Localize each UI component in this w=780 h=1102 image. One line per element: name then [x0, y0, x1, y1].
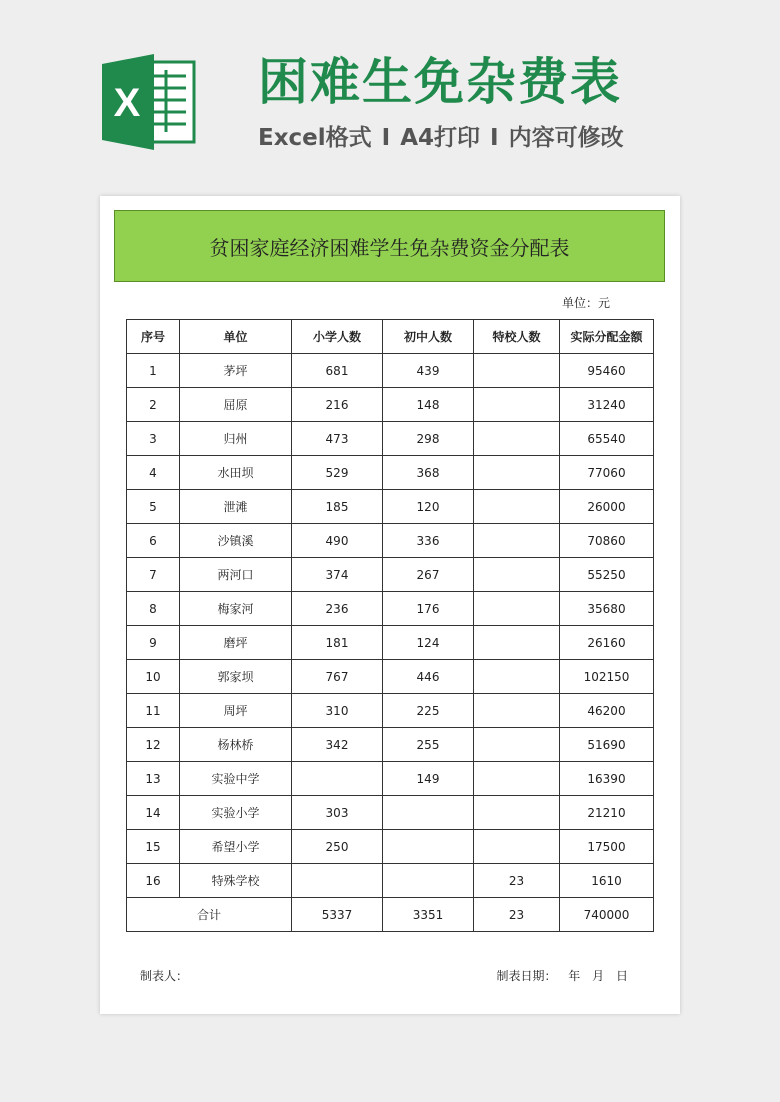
cell-unit: 屈原 — [180, 388, 292, 422]
total-middle: 3351 — [383, 898, 474, 932]
cell-unit: 归州 — [180, 422, 292, 456]
subtitle-print: A4打印 — [400, 125, 481, 151]
table-row — [127, 796, 654, 830]
date-label: 制表日期： — [496, 969, 557, 983]
subtitle-format: Excel格式 — [258, 125, 372, 151]
date-year: 年 — [568, 969, 581, 983]
cell-index: 12 — [127, 728, 180, 762]
total-label: 合计 — [127, 898, 292, 932]
cell-unit: 实验中学 — [180, 762, 292, 796]
cell-unit: 沙镇溪 — [180, 524, 292, 558]
cell-index: 15 — [127, 830, 180, 864]
total-special: 23 — [474, 898, 560, 932]
cell-special-count — [474, 490, 560, 524]
cell-index: 2 — [127, 388, 180, 422]
cell-unit: 希望小学 — [180, 830, 292, 864]
cell-amount: 31240 — [560, 388, 654, 422]
cell-amount: 95460 — [560, 354, 654, 388]
total-row — [127, 898, 654, 932]
cell-middle-count — [383, 796, 474, 830]
cell-special-count — [474, 456, 560, 490]
cell-primary-count: 310 — [292, 694, 383, 728]
cell-middle-count — [383, 864, 474, 898]
cell-primary-count: 490 — [292, 524, 383, 558]
cell-amount: 26160 — [560, 626, 654, 660]
table-row — [127, 626, 654, 660]
cell-index: 9 — [127, 626, 180, 660]
document-sheet — [100, 196, 680, 1014]
cell-primary-count: 767 — [292, 660, 383, 694]
cell-middle-count: 255 — [383, 728, 474, 762]
cell-middle-count: 149 — [383, 762, 474, 796]
table-row — [127, 830, 654, 864]
column-header: 小学人数 — [292, 320, 383, 354]
cell-amount: 21210 — [560, 796, 654, 830]
cell-amount: 26000 — [560, 490, 654, 524]
cell-primary-count: 250 — [292, 830, 383, 864]
table-row — [127, 490, 654, 524]
table-header-row — [127, 320, 654, 354]
cell-middle-count: 124 — [383, 626, 474, 660]
cell-amount: 46200 — [560, 694, 654, 728]
date-line — [488, 967, 628, 984]
cell-unit: 特殊学校 — [180, 864, 292, 898]
cell-special-count — [474, 422, 560, 456]
table-row — [127, 456, 654, 490]
cell-primary-count: 216 — [292, 388, 383, 422]
cell-unit: 两河口 — [180, 558, 292, 592]
table-row — [127, 558, 654, 592]
document-title: 贫困家庭经济困难学生免杂费资金分配表 — [114, 210, 665, 282]
table-body — [127, 354, 654, 898]
cell-primary-count — [292, 762, 383, 796]
table-row — [127, 354, 654, 388]
allocation-table — [126, 319, 654, 932]
cell-middle-count: 439 — [383, 354, 474, 388]
cell-amount: 16390 — [560, 762, 654, 796]
column-header: 单位 — [180, 320, 292, 354]
table-row — [127, 592, 654, 626]
cell-unit: 梅家河 — [180, 592, 292, 626]
cell-special-count — [474, 796, 560, 830]
cell-primary-count: 185 — [292, 490, 383, 524]
cell-special-count — [474, 388, 560, 422]
table-row — [127, 660, 654, 694]
cell-middle-count: 176 — [383, 592, 474, 626]
cell-special-count — [474, 354, 560, 388]
subtitle-separator: I — [381, 125, 391, 151]
cell-middle-count: 148 — [383, 388, 474, 422]
cell-middle-count: 298 — [383, 422, 474, 456]
table-row — [127, 864, 654, 898]
cell-index: 5 — [127, 490, 180, 524]
total-amount: 740000 — [560, 898, 654, 932]
cell-index: 6 — [127, 524, 180, 558]
maker-label: 制表人： — [140, 969, 189, 983]
cell-special-count — [474, 524, 560, 558]
cell-amount: 77060 — [560, 456, 654, 490]
excel-icon-letter: X — [113, 81, 141, 125]
cell-primary-count: 303 — [292, 796, 383, 830]
table-row — [127, 388, 654, 422]
cell-primary-count: 529 — [292, 456, 383, 490]
cell-index: 10 — [127, 660, 180, 694]
column-header: 实际分配金额 — [560, 320, 654, 354]
cell-amount: 1610 — [560, 864, 654, 898]
cell-unit: 磨坪 — [180, 626, 292, 660]
table-row — [127, 762, 654, 796]
cell-special-count — [474, 592, 560, 626]
promo-header — [0, 0, 780, 190]
cell-primary-count: 342 — [292, 728, 383, 762]
cell-primary-count: 473 — [292, 422, 383, 456]
unit-label: 单位：元 — [561, 296, 610, 310]
cell-unit: 郭家坝 — [180, 660, 292, 694]
cell-unit: 泄滩 — [180, 490, 292, 524]
cell-middle-count — [383, 830, 474, 864]
cell-amount: 51690 — [560, 728, 654, 762]
cell-middle-count: 225 — [383, 694, 474, 728]
cell-index: 14 — [127, 796, 180, 830]
cell-unit: 水田坝 — [180, 456, 292, 490]
cell-special-count — [474, 694, 560, 728]
cell-primary-count: 374 — [292, 558, 383, 592]
cell-unit: 实验小学 — [180, 796, 292, 830]
cell-index: 3 — [127, 422, 180, 456]
cell-special-count — [474, 830, 560, 864]
cell-index: 7 — [127, 558, 180, 592]
cell-index: 4 — [127, 456, 180, 490]
cell-special-count — [474, 660, 560, 694]
cell-amount: 65540 — [560, 422, 654, 456]
cell-primary-count: 681 — [292, 354, 383, 388]
table-row — [127, 422, 654, 456]
cell-special-count — [474, 728, 560, 762]
page-subtitle — [258, 122, 678, 154]
cell-index: 1 — [127, 354, 180, 388]
cell-index: 11 — [127, 694, 180, 728]
subtitle-separator: I — [490, 125, 499, 151]
cell-amount: 35680 — [560, 592, 654, 626]
cell-unit: 杨林桥 — [180, 728, 292, 762]
cell-middle-count: 267 — [383, 558, 474, 592]
date-day: 日 — [615, 969, 628, 983]
column-header: 特校人数 — [474, 320, 560, 354]
page-title: 困难生免杂费表 — [258, 53, 622, 111]
date-month: 月 — [592, 969, 605, 983]
cell-index: 13 — [127, 762, 180, 796]
cell-index: 16 — [127, 864, 180, 898]
table-row — [127, 524, 654, 558]
cell-amount: 17500 — [560, 830, 654, 864]
cell-unit: 周坪 — [180, 694, 292, 728]
cell-amount: 55250 — [560, 558, 654, 592]
cell-special-count — [474, 626, 560, 660]
cell-amount: 102150 — [560, 660, 654, 694]
cell-special-count: 23 — [474, 864, 560, 898]
excel-icon — [100, 52, 196, 152]
cell-amount: 70860 — [560, 524, 654, 558]
table-row — [127, 694, 654, 728]
subtitle-editable: 内容可修改 — [508, 125, 624, 151]
cell-primary-count — [292, 864, 383, 898]
total-primary: 5337 — [292, 898, 383, 932]
column-header: 序号 — [127, 320, 180, 354]
cell-special-count — [474, 762, 560, 796]
cell-middle-count: 446 — [383, 660, 474, 694]
cell-special-count — [474, 558, 560, 592]
cell-primary-count: 181 — [292, 626, 383, 660]
cell-middle-count: 336 — [383, 524, 474, 558]
cell-middle-count: 368 — [383, 456, 474, 490]
cell-unit: 茅坪 — [180, 354, 292, 388]
cell-primary-count: 236 — [292, 592, 383, 626]
cell-middle-count: 120 — [383, 490, 474, 524]
table-row — [127, 728, 654, 762]
cell-index: 8 — [127, 592, 180, 626]
column-header: 初中人数 — [383, 320, 474, 354]
